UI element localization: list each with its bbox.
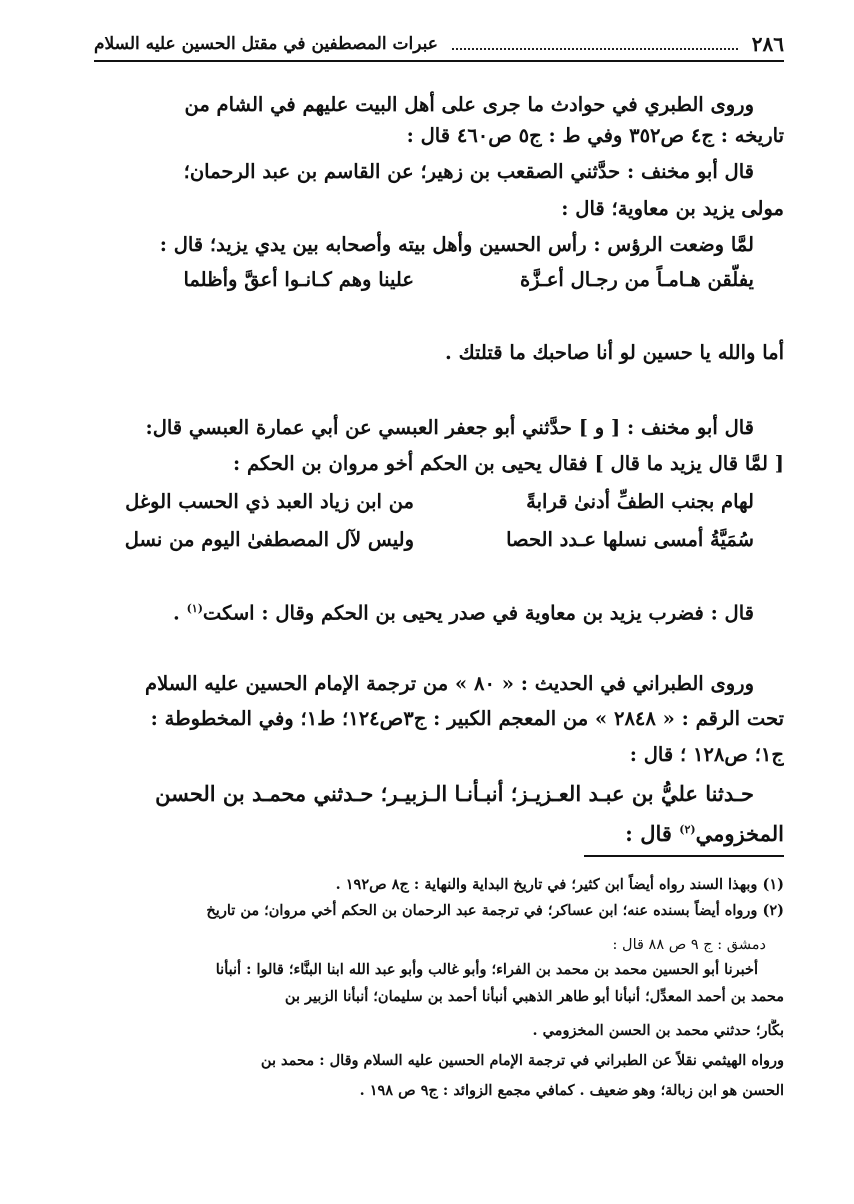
verse-hemistich-left: علينا وهم كـانـوا أعقَّ وأظلما xyxy=(183,268,414,291)
verse-hemistich-left: وليس لآل المصطفىٰ اليوم من نسل xyxy=(124,528,414,551)
verse-hemistich-right: سُمَيَّةُ أمسى نسلها عـدد الحصا xyxy=(506,528,754,551)
body-line: تاريخه : ج٤ ص٣٥٢ وفي ط : ج٥ ص٤٦٠ قال : xyxy=(406,124,784,147)
footnote: (٢) ورواه أيضاً بسنده عنه؛ ابن عساكر؛ في ترجمة عبد الرحمان بن الحكم أخي مروان؛ من تاريخ xyxy=(206,902,784,919)
body-line: وروى الطبري في حوادث ما جرى على أهل البيت عليهم في الشام من xyxy=(184,93,754,116)
body-line: أما والله يا حسين لو أنا صاحبك ما قتلتك . xyxy=(445,341,784,364)
body-line xyxy=(94,594,754,629)
footnote-line: الحسن هو ابن زبالة؛ وهو ضعيف . كمافي مجمع الزوائد : ج٩ ص ١٩٨ . xyxy=(359,1082,784,1099)
page-header xyxy=(94,28,784,60)
footnote-separator xyxy=(584,855,784,857)
footnote-line: محمد بن أحمد المعدِّل؛ أنبأنا أبو طاهر الذهبي أنبأنا أحمد بن سليمان؛ أنبأنا الزبير بن xyxy=(284,988,784,1005)
body-text: . xyxy=(172,601,187,625)
footnote-ref: (٢) xyxy=(679,823,696,836)
footnote-line: بكَّار؛ حدثني محمد بن الحسن المخزومي . xyxy=(532,1022,784,1039)
body-line: حـدثنا عليُّ بن عبـد العـزيـز؛ أنبـأنـا الـزبيـر؛ حـدثني محمـد بن الحسن xyxy=(155,781,754,806)
body-line: ج١؛ ص١٢٨ ؛ قال : xyxy=(629,743,784,766)
body-text: قال : فضرب يزيد بن معاوية في صدر يحيى بن الحكم وقال : اسكت xyxy=(202,601,754,625)
body-line xyxy=(94,815,784,849)
footnote-line: ورواه الهيثمي نقلاً عن الطبراني في ترجمة الإمام الحسين عليه السلام وقال : محمد بن xyxy=(260,1052,784,1069)
body-line: قال أبو مخنف : حدَّثني الصقعب بن زهير؛ عن القاسم بن عبد الرحمان؛ xyxy=(183,160,754,183)
footnote-line: أخبرنا أبو الحسين محمد بن محمد بن الفراء؛ وأبو غالب وأبو عبد الله ابنا البنَّاء؛ قالوا : أنبأنا xyxy=(215,961,758,978)
verse-hemistich-right: يفلّقن هـامـاً من رجـال أعـزَّة xyxy=(520,268,754,291)
body-text: قال : xyxy=(625,821,680,846)
body-line: قال أبو مخنف : [ و ] حدَّثني أبو جعفر العبسي عن أبي عمارة العبسي قال: xyxy=(145,416,754,439)
body-line: [ لمَّا قال يزيد ما قال ] فقال يحيى بن الحكم أخو مروان بن الحكم : xyxy=(232,452,784,475)
body-line: تحت الرقم : « ٢٨٤٨ » من المعجم الكبير : ج٣ص١٢٤؛ ط١؛ وفي المخطوطة : xyxy=(150,707,784,730)
footnote-line: دمشق : ج ٩ ص ٨٨ قال : xyxy=(612,937,766,953)
body-line: لمَّا وضعت الرؤس : رأس الحسين وأهل بيته وأصحابه بين يدي يزيد؛ قال : xyxy=(159,233,754,256)
body-text: المخزومي xyxy=(695,821,784,846)
body-line: وروى الطبراني في الحديث : « ٨٠ » من ترجمة الإمام الحسين عليه السلام xyxy=(145,672,754,695)
running-title: عبرات المصطفين في مقتل الحسين عليه السلام xyxy=(94,34,438,54)
header-dots xyxy=(452,38,738,50)
verse-hemistich-left: من ابن زياد العبد ذي الحسب الوغل xyxy=(125,490,414,513)
verse-hemistich-right: لهام بجنب الطفِّ أدنىٰ قرابةً xyxy=(526,490,754,513)
body-line: مولى يزيد بن معاوية؛ قال : xyxy=(561,197,784,220)
footnote-ref: (١) xyxy=(186,602,203,615)
page-number: ٢٨٦ xyxy=(751,32,784,56)
header-rule xyxy=(94,60,784,62)
footnote: (١) وبهذا السند رواه أيضاً ابن كثير؛ في تاريخ البداية والنهاية : ج٨ ص١٩٢ . xyxy=(335,876,784,893)
